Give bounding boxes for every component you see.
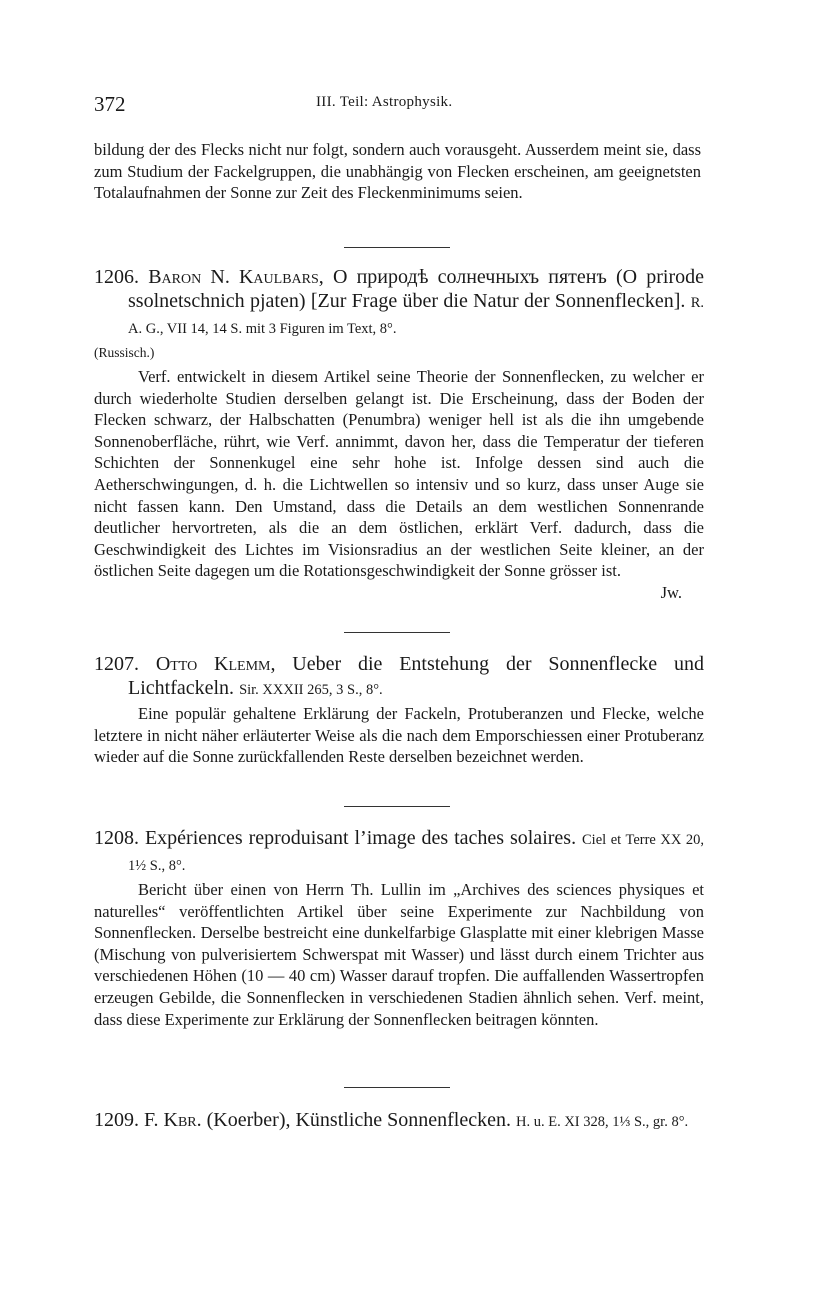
- entry-author: F. Kbr.: [144, 1109, 202, 1131]
- entry-1207: [94, 652, 704, 768]
- entry-citation: Ciel et Terre XX 20, 1½ S., 8°.: [128, 832, 705, 874]
- abstract-text: Verf. entwickelt in diesem Artikel seine Theorie der Sonnenflecken, zu welcher er durch wiederholte Studien derselben gelangt ist. Die Erscheinung, dass der Boden der Flecken schwarz, der Halbschatten (Penumbra) weniger hell ist als die ihn umgebende Sonnenoberfläche, rührt, wie Verf. annimmt, davon her, dass die Temperatur der tieferen Schichten der Sonnenkugel eine sehr hohe ist. Infolge dessen sind auch die Aetherschwingungen, d. h. die Lichtwellen so intensiv und so kurz, dass unser Auge sie nicht fassen kann. Den Umstand, dass die Details an dem westlichen Sonnenrande deutlicher hervortreten, als die an dem östlichen, erklärt Verf. dadurch, dass die Geschwindigkeit des Lichtes im Visionsradius an der westlichen Seite kleiner, an der östlichen Seite dagegen um die Rotationsgeschwindigkeit der Sonne grösser ist.: [94, 367, 704, 581]
- reviewer-signature: Jw.: [660, 582, 682, 602]
- separator-rule: [344, 1087, 450, 1088]
- running-head: III. Teil: Astrophysik.: [316, 94, 453, 110]
- continuation-paragraph: bildung der des Flecks nicht nur folgt, sondern auch vorausgeht. Ausserdem meint sie, dass zum Studium der Fackelgruppen, die unabhängig von Flecken erscheinen, am geeignetsten Totalaufnahmen der Sonne zur Zeit des Fleckenminimums seien.: [94, 140, 701, 203]
- entry-1206: [94, 265, 704, 604]
- entry-number: 1209.: [94, 1109, 139, 1131]
- entry-citation: Sir. XXXII 265, 3 S., 8°.: [239, 682, 383, 698]
- entry-heading: [94, 826, 704, 878]
- page-number: 372: [94, 92, 126, 116]
- entry-citation: R. A. G., VII 14, 14 S. mit 3 Figuren im Text, 8°.: [128, 295, 704, 337]
- entry-title: (Koerber), Künstliche Sonnenflecken.: [206, 1109, 511, 1131]
- entry-title: Ueber die Entstehung der Sonnenflecke und Lichtfackeln.: [128, 653, 704, 699]
- entry-title: Expériences reproduisant l’image des taches solaires.: [144, 827, 577, 849]
- separator-rule: [344, 632, 450, 633]
- entry-language-note: (Russisch.): [94, 345, 155, 360]
- page-header: [94, 92, 704, 116]
- separator-rule: [344, 806, 450, 807]
- entry-heading: [94, 652, 704, 702]
- entry-1208: [94, 826, 704, 1030]
- entry-number: 1206.: [94, 266, 139, 288]
- entry-abstract: [94, 366, 704, 602]
- separator-rule: [344, 247, 450, 248]
- entry-number: 1207.: [94, 653, 139, 675]
- entry-heading: [94, 265, 704, 365]
- entry-abstract: Bericht über einen von Herrn Th. Lullin im „Archives des sciences physiques et naturelles“ veröffentlichten Artikel über seine Experimente zur Nachbildung von Sonnenflecken. Derselbe bestreicht eine dunkelfarbige Glasplatte mit einer klebrigen Masse (Mischung von pulverisiertem Schwerspat mit Wasser) und lässt durch einem Trichter aus verschiedenen Höhen (10 — 40 cm) Wasser darauf tropfen. Die auffallenden Wassertropfen erzeugen Gebilde, die Sonnenflecken in verschiedenen Stadien ähnlich sehen. Verf. meint, dass diese Experimente zur Erklärung der Sonnenflecken beitragen könnten.: [94, 880, 704, 1029]
- entry-heading: [94, 1108, 704, 1134]
- entry-title: О природѣ солнечныхъ пятенъ (O prirode ssolnetschnich pjaten) [Zur Frage über die Natur der Sonnenflecken].: [128, 266, 705, 312]
- entry-abstract: Eine populär gehaltene Erklärung der Fackeln, Protuberanzen und Flecke, welche letztere in nicht näher erläuterter Weise als die nach dem Emporschiessen einer Protuberanz wieder auf die Sonne zurückfallenden Reste derselben bezeichnet werden.: [94, 704, 704, 767]
- entry-author: Baron N. Kaulbars,: [148, 266, 324, 288]
- entry-citation: H. u. E. XI 328, 1⅓ S., gr. 8°.: [515, 1114, 689, 1130]
- entry-author: Otto Klemm,: [155, 653, 276, 675]
- entry-number: 1208.: [94, 827, 139, 849]
- entry-1209: [94, 1108, 704, 1134]
